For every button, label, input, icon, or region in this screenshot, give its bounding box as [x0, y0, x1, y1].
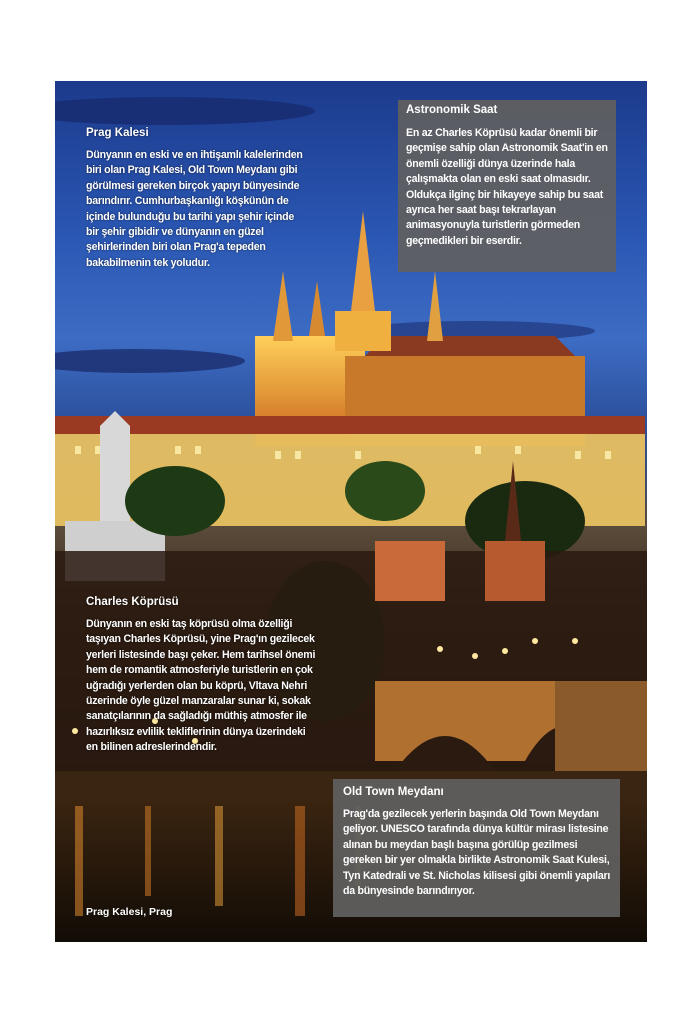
- astronomic-line: Oldukça ilginç bir hikayeye sahip bu saat: [406, 188, 603, 201]
- castle-line: görülmesi gereken birçok yapıyı bünyesinde: [86, 179, 300, 192]
- charles-bridge-section: [86, 596, 348, 756]
- astronomic-line: En az Charles Köprüsü kadar önemli bir: [406, 127, 598, 139]
- charles-line: Dünyanın en eski taş köprüsü olma özelliği: [86, 618, 293, 630]
- astronomic-heading: Astronomik Saat: [406, 104, 498, 116]
- castle-line: biri olan Prag Kalesi, Old Town Meydanı gibi: [86, 164, 298, 177]
- astronomic-line: animasyonuyla turistlerin görmeden: [406, 219, 580, 232]
- oldtown-line: geliyor. UNESCO tarafında dünya kültür mirası listesine: [343, 823, 609, 836]
- astronomic-line: çalışmakta olan en eski saat olmasıdır.: [406, 173, 591, 186]
- castle-line: şehirlerinden biri olan Prag'a tepeden: [86, 241, 266, 254]
- charles-line: hem de romantik atmosferiyle turistlerin en çok: [86, 664, 313, 677]
- charles-paragraph: [86, 617, 348, 756]
- castle-line: içinde bulunduğu bu tarihi yapı şehir içinde: [86, 210, 294, 223]
- oldtown-line: Prag'da gezilecek yerlerin başında Old Town Meydanı: [343, 808, 599, 820]
- oldtown-line: Tyn Katedrali ve St. Nicholas kilisesi gibi önemli yapıları: [343, 869, 611, 882]
- oldtown-paragraph: [343, 807, 620, 899]
- old-town-square-box: [333, 779, 620, 917]
- castle-heading: Prag Kalesi: [86, 127, 149, 139]
- charles-line: uğradığı yerlerden olan bu köprü, Vltava Nehri: [86, 679, 308, 692]
- charles-line: en bilinen adreslerindendir.: [86, 741, 217, 754]
- castle-line: bakabilmenin tek yoludur.: [86, 256, 210, 269]
- charles-heading: Charles Köprüsü: [86, 596, 179, 608]
- charles-line: taşıyan Charles Köprüsü, yine Prag'ın gezilecek: [86, 633, 315, 646]
- astronomic-paragraph: [406, 126, 616, 249]
- astronomic-line: geçmişe sahip olan Astronomik Saat'in en: [406, 142, 608, 155]
- castle-paragraph: [86, 148, 326, 271]
- astronomic-line: ayrıca her saat başı tekrarlayan: [406, 204, 556, 217]
- charles-line: yerleri listesinde başı çeker. Hem tarihsel önemi: [86, 648, 316, 661]
- astronomic-clock-box: [398, 100, 616, 272]
- photo-caption: Prag Kalesi, Prag: [86, 906, 173, 918]
- oldtown-heading: Old Town Meydanı: [343, 786, 444, 798]
- castle-section: [86, 127, 326, 271]
- astronomic-line: önemli özelliği dünya üzerinde hala: [406, 157, 576, 170]
- oldtown-line: da bünyesinde barındırıyor.: [343, 885, 475, 898]
- charles-line: üzerinde öyle güzel manzaralar sunar ki, sokak: [86, 695, 311, 708]
- castle-line: bir şehir gibidir ve dünyanın en güzel: [86, 226, 264, 239]
- castle-line: Dünyanın en eski ve en ihtişamlı kalelerinden: [86, 149, 303, 161]
- oldtown-line: gereken bir yer olmakla birlikte Astronomik Saat Kulesi,: [343, 854, 610, 867]
- astronomic-line: geçmedikleri bir eserdir.: [406, 234, 522, 247]
- castle-line: barındırır. Cumhurbaşkanlığı köşkünün de: [86, 195, 289, 208]
- charles-line: sanatçılarının da sağladığı müthiş atmosfer ile: [86, 710, 307, 723]
- charles-line: hazırlıksız evlilik tekliflerinin dünya üzerindeki: [86, 725, 306, 738]
- oldtown-line: alınan bu meydan başlı başına görülüp gezilmesi: [343, 838, 578, 851]
